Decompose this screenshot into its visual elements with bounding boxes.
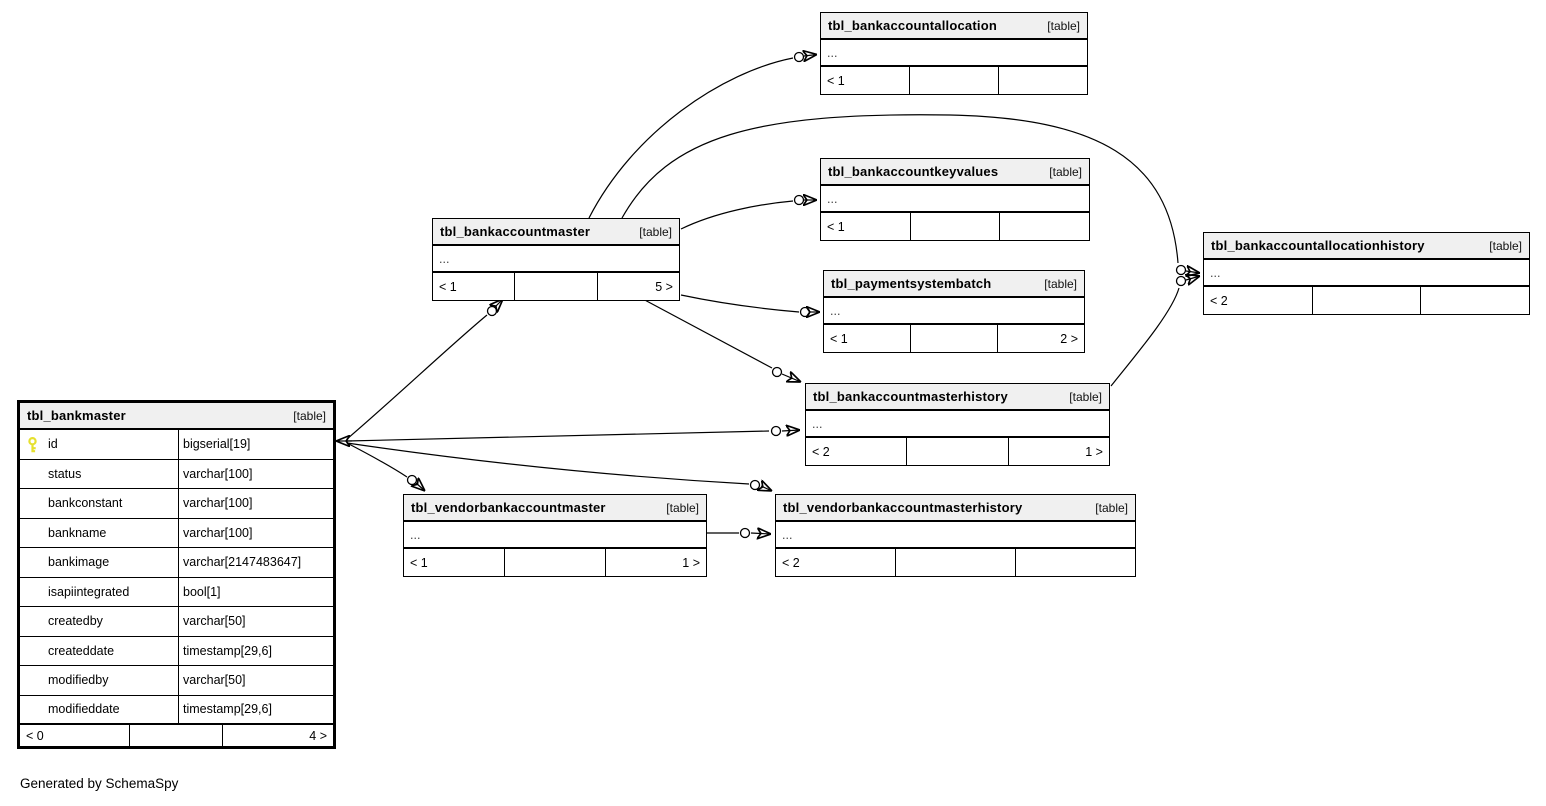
column-name: bankconstant [48, 496, 123, 511]
footer-spacer [130, 725, 224, 746]
edge-bankmaster-bankaccountmasterhistory [347, 427, 800, 442]
table-footer [776, 549, 1135, 576]
column-list [20, 430, 333, 725]
table-node-tbl_bankmaster[interactable] [17, 400, 336, 749]
table-name: tbl_vendorbankaccountmasterhistory [783, 500, 1023, 515]
children-count: 4 > [309, 728, 327, 743]
parents-count: < 1 [821, 67, 910, 94]
collapsed-columns-row: ... [1204, 260, 1529, 287]
table-type-label: [table] [639, 224, 672, 239]
column-row [20, 519, 333, 549]
table-type-label: [table] [1047, 18, 1080, 33]
table-name: tbl_paymentsystembatch [831, 276, 992, 291]
footer-spacer [910, 67, 999, 94]
edge-bankaccountmaster-paymentsystembatch [681, 295, 820, 317]
collapsed-columns-row: ... [433, 246, 679, 273]
table-footer [1204, 287, 1529, 314]
footer-spacer [907, 438, 1008, 465]
table-node-tbl_bankaccountmasterhistory[interactable] [805, 383, 1110, 466]
column-name: modifieddate [48, 702, 120, 717]
primary-key-icon [27, 437, 38, 453]
table-header [824, 271, 1084, 298]
table-footer [821, 67, 1087, 94]
table-header [404, 495, 706, 522]
column-name: modifiedby [48, 673, 109, 688]
table-node-tbl_bankaccountkeyvalues[interactable] [820, 158, 1090, 241]
edge-bankaccountmaster-bankaccountkeyvalues [681, 196, 817, 230]
footer-spacer [505, 549, 606, 576]
column-name: id [48, 437, 58, 452]
edge-bankmaster-vendorbankaccountmaster [347, 443, 425, 491]
parents-count: < 2 [776, 549, 896, 576]
collapsed-columns-row: ... [824, 298, 1084, 325]
table-header [821, 159, 1089, 186]
footer-spacer [911, 213, 1001, 240]
table-type-label: [table] [666, 500, 699, 515]
column-type: varchar[2147483647] [183, 555, 302, 570]
column-type: varchar[50] [183, 673, 246, 688]
parents-count: < 2 [1204, 287, 1313, 314]
table-type-label: [table] [1069, 389, 1102, 404]
table-type-label: [table] [1044, 276, 1077, 291]
table-node-tbl_bankaccountmaster[interactable] [432, 218, 680, 301]
edge-vendorbankaccountmaster-vendorbankaccountmasterhistory [707, 529, 771, 538]
parents-count: < 1 [821, 213, 911, 240]
column-row [20, 607, 333, 637]
table-name: tbl_vendorbankaccountmaster [411, 500, 606, 515]
edge-bankmaster-bankaccountmaster [347, 299, 503, 439]
table-footer [824, 325, 1084, 352]
column-type: bigserial[19] [183, 437, 251, 452]
footer-spacer [911, 325, 998, 352]
column-type: timestamp[29,6] [183, 702, 272, 717]
table-header [821, 13, 1087, 40]
table-node-tbl_paymentsystembatch[interactable] [823, 270, 1085, 353]
generator-note: Generated by SchemaSpy [20, 776, 179, 791]
column-name: bankname [48, 525, 107, 540]
footer-spacer [1313, 287, 1422, 314]
table-header [20, 403, 333, 430]
collapsed-columns-row: ... [776, 522, 1135, 549]
table-header [1204, 233, 1529, 260]
table-header [776, 495, 1135, 522]
parents-count: < 2 [806, 438, 907, 465]
column-type: varchar[50] [183, 614, 246, 629]
table-name: tbl_bankmaster [27, 408, 126, 423]
table-type-label: [table] [1049, 164, 1082, 179]
column-row [20, 489, 333, 519]
column-row [20, 578, 333, 608]
edge-bankaccountmaster-bankaccountmasterhistory [641, 298, 801, 382]
parents-count: < 0 [20, 725, 130, 746]
table-name: tbl_bankaccountallocationhistory [1211, 238, 1425, 253]
column-name: bankimage [48, 555, 110, 570]
column-row [20, 637, 333, 667]
column-type: varchar[100] [183, 466, 253, 481]
table-type-label: [table] [293, 408, 326, 423]
column-name: isapiintegrated [48, 584, 130, 599]
children-count [1421, 287, 1529, 314]
table-footer [433, 273, 679, 300]
table-footer [20, 725, 333, 746]
children-count [1000, 213, 1089, 240]
parents-count: < 1 [433, 273, 515, 300]
table-name: tbl_bankaccountmaster [440, 224, 591, 239]
column-type: timestamp[29,6] [183, 643, 272, 658]
table-node-tbl_bankaccountallocation[interactable] [820, 12, 1088, 95]
footer-spacer [896, 549, 1016, 576]
column-name: status [48, 466, 82, 481]
parents-count: < 1 [824, 325, 911, 352]
children-count: 1 > [1085, 444, 1103, 459]
children-count: 2 > [1060, 331, 1078, 346]
table-header [433, 219, 679, 246]
edge-bankaccountmaster-bankaccountallocation [589, 53, 817, 219]
collapsed-columns-row: ... [821, 186, 1089, 213]
table-footer [821, 213, 1089, 240]
table-name: tbl_bankaccountallocation [828, 18, 997, 33]
table-node-tbl_vendorbankaccountmasterhistory[interactable] [775, 494, 1136, 577]
table-node-tbl_vendorbankaccountmaster[interactable] [403, 494, 707, 577]
column-row [20, 460, 333, 490]
table-name: tbl_bankaccountmasterhistory [813, 389, 1008, 404]
children-count [1016, 549, 1135, 576]
table-footer [404, 549, 706, 576]
parents-count: < 1 [404, 549, 505, 576]
column-type: varchar[100] [183, 525, 253, 540]
table-footer [806, 438, 1109, 465]
column-row [20, 430, 333, 460]
column-name: createddate [48, 643, 115, 658]
children-count: 1 > [682, 555, 700, 570]
column-type: bool[1] [183, 584, 221, 599]
column-row [20, 696, 333, 726]
column-name: createdby [48, 614, 103, 629]
column-row [20, 548, 333, 578]
collapsed-columns-row: ... [821, 40, 1087, 67]
table-type-label: [table] [1489, 238, 1522, 253]
collapsed-columns-row: ... [404, 522, 706, 549]
footer-spacer [515, 273, 597, 300]
collapsed-columns-row: ... [806, 411, 1109, 438]
column-type: varchar[100] [183, 496, 253, 511]
children-count [999, 67, 1087, 94]
table-type-label: [table] [1095, 500, 1128, 515]
table-name: tbl_bankaccountkeyvalues [828, 164, 999, 179]
table-node-tbl_bankaccountallocationhistory[interactable] [1203, 232, 1530, 315]
table-header [806, 384, 1109, 411]
edge-bankaccountmasterhistory-bankaccountallocationhistory [1111, 276, 1200, 386]
children-count: 5 > [655, 279, 673, 294]
column-row [20, 666, 333, 696]
